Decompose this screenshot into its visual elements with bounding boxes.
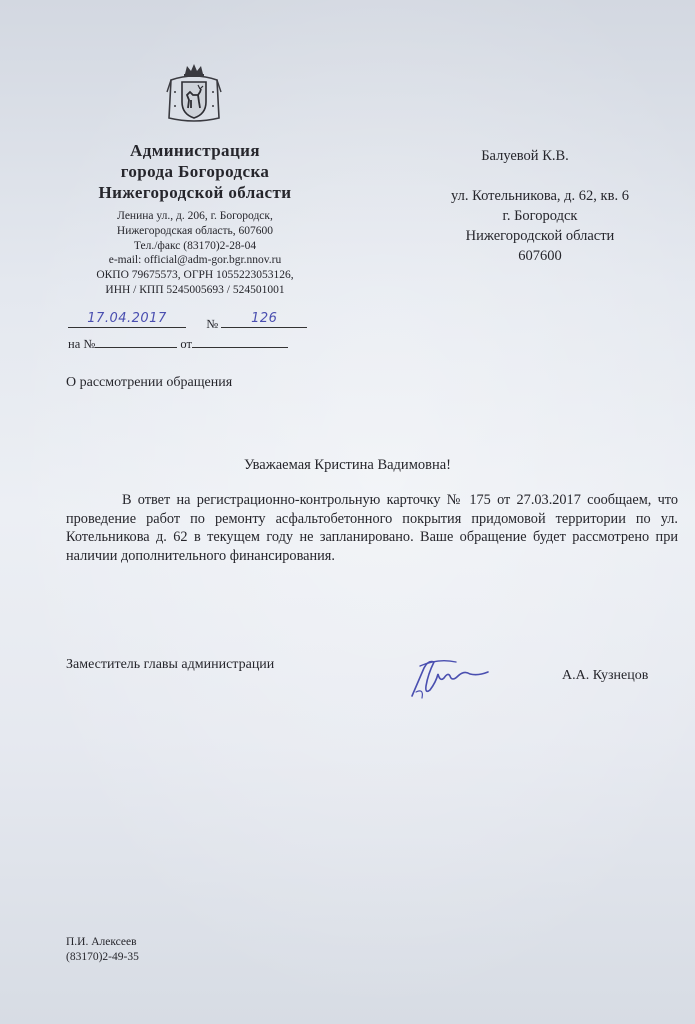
executor-block	[66, 935, 139, 965]
handwritten-signature	[404, 652, 494, 702]
contact-line: Нижегородская область, 607600	[116, 224, 274, 237]
outgoing-number-handwritten: 126	[251, 311, 278, 326]
reply-from-label: от	[180, 337, 192, 351]
reply-number-field	[95, 334, 177, 348]
contact-line: Ленина ул., д. 206, г. Богородск,	[117, 210, 273, 222]
outgoing-number-label: №	[206, 317, 219, 331]
reply-date-field	[192, 334, 288, 348]
contact-line: e-mail: official@adm-gor.bgr.nnov.ru	[108, 254, 282, 267]
letter-subject: О рассмотрении обращения	[66, 375, 233, 390]
recipient-block	[420, 146, 660, 266]
letter-body: В ответ на регистрационно-контрольную карточку № 175 от 27.03.2017 сообщаем, что проведение работ по ремонту асфальтобетонного покрытия придомовой территории по ул. Котельникова д. 62 в текущем году не запланировано. Ваше обращение будет рассмотрено при наличии дополнительного финансирования.	[66, 492, 678, 564]
outgoing-date-field	[68, 311, 186, 328]
coat-of-arms-icon	[165, 62, 223, 126]
recipient-address-line: 607600	[518, 248, 562, 264]
executor-phone: (83170)2-49-35	[66, 951, 139, 963]
recipient-address-line: г. Богородск	[502, 208, 578, 224]
contact-line: ИНН / КПП 5245005693 / 524501001	[105, 283, 285, 296]
outgoing-number-field	[221, 311, 307, 328]
organization-name-line: города Богородска	[120, 162, 270, 181]
recipient-address-line: ул. Котельникова, д. 62, кв. 6	[451, 188, 629, 204]
signer-position: Заместитель главы администрации	[66, 657, 275, 672]
letter-greeting: Уважаемая Кристина Вадимовна!	[244, 457, 451, 473]
executor-name: П.И. Алексеев	[66, 936, 137, 948]
outgoing-registration	[68, 311, 307, 332]
organization-name-line: Нижегородской области	[98, 183, 292, 202]
signer-name: А.А. Кузнецов	[562, 668, 649, 683]
recipient-name: Балуевой К.В.	[481, 148, 569, 164]
organization-contacts	[60, 209, 330, 298]
reply-to-label: на №	[68, 337, 96, 351]
outgoing-date-handwritten: 17.04.2017	[87, 311, 167, 326]
contact-line: Тел./факс (83170)2-28-04	[133, 239, 257, 252]
contact-line: ОКПО 79675573, ОГРН 1055223053126,	[96, 269, 294, 282]
reply-registration	[68, 334, 288, 352]
organization-header	[60, 140, 330, 298]
organization-name	[60, 140, 330, 203]
recipient-address-line: Нижегородской области	[465, 228, 615, 244]
organization-name-line: Администрация	[130, 141, 260, 160]
